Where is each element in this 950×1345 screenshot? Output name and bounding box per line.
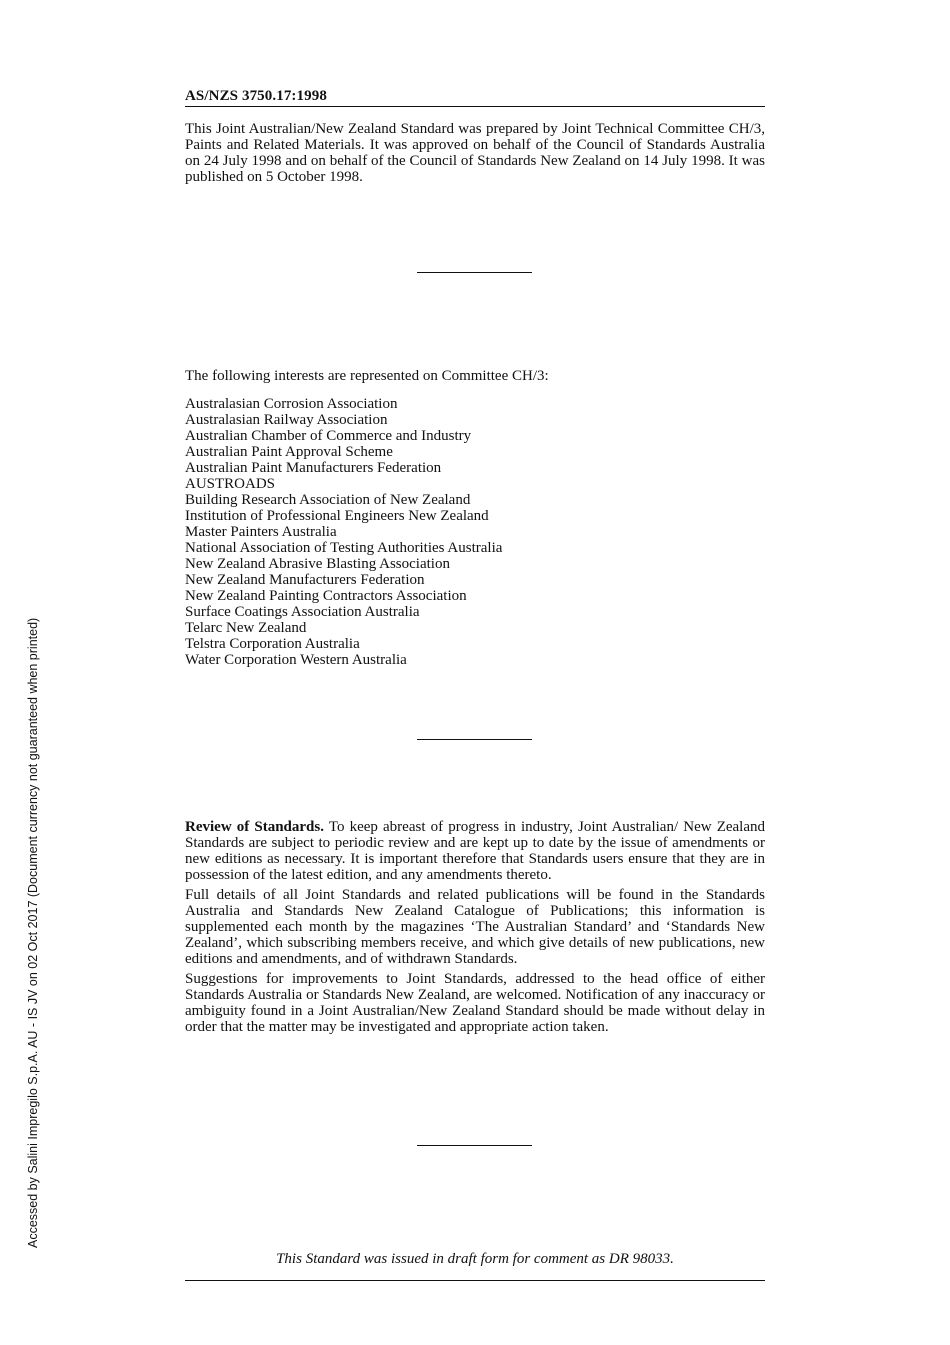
list-item: Australian Paint Manufacturers Federation: [185, 460, 442, 476]
review-paragraph-3: Suggestions for improvements to Joint Standards, addressed to the head office of either Standards Australia or Standards New Zealand, are welcomed. Notification of any inaccuracy or ambiguity found in a Joint Australian/New Zealand Standard should be made without delay in order that the matter may be investigated and appropriate action taken.: [185, 971, 765, 1035]
access-watermark: Accessed by Salini Impregilo S.p.A. AU - IS JV on 02 Oct 2017 (Document currency not guaranteed when printed): [26, 617, 40, 1248]
section-divider: [417, 739, 532, 740]
interests-lead: The following interests are represented on Committee CH/3:: [185, 368, 549, 384]
section-divider: [417, 1145, 532, 1146]
list-item: Master Painters Australia: [185, 524, 337, 540]
review-paragraph-2: Full details of all Joint Standards and related publications will be found in the Standards Australia and Standards New Zealand Catalogue of Publications; this information is supplemented each month by the magazines ‘The Australian Standard’ and ‘Standards New Zealand’, which subscribing members receive, and which give details of new publications, new editions and amendments, and of withdrawn Standards.: [185, 887, 765, 967]
list-item: New Zealand Painting Contractors Association: [185, 588, 467, 604]
list-item: Surface Coatings Association Australia: [185, 604, 420, 620]
header-rule: [185, 106, 765, 107]
standard-code: AS/NZS 3750.17:1998: [185, 88, 327, 104]
list-item: Australian Paint Approval Scheme: [185, 444, 393, 460]
list-item: Australasian Corrosion Association: [185, 396, 398, 412]
review-heading: Review of Standards.: [185, 819, 324, 835]
list-item: Australian Chamber of Commerce and Industry: [185, 428, 472, 444]
list-item: Institution of Professional Engineers New Zealand: [185, 508, 489, 524]
list-item: Telstra Corporation Australia: [185, 636, 360, 652]
list-item: AUSTROADS: [185, 476, 276, 492]
footer-rule: [185, 1280, 765, 1281]
interests-list: [185, 396, 502, 668]
section-divider: [417, 272, 532, 273]
list-item: Building Research Association of New Zealand: [185, 492, 471, 508]
list-item: New Zealand Manufacturers Federation: [185, 572, 425, 588]
review-paragraph-1: [185, 819, 765, 883]
list-item: Australasian Railway Association: [185, 412, 388, 428]
draft-note: This Standard was issued in draft form for comment as DR 98033.: [276, 1251, 674, 1267]
review-text-1: To keep abreast of progress in industry, Joint Australian/ New Zealand Standards are subject to periodic review and are kept up to date by the issue of amendments or new editions as necessary. It is important therefore that Standards users ensure that they are in possession of the latest edition, and any amendments thereto.: [185, 819, 765, 883]
list-item: National Association of Testing Authorities Australia: [185, 540, 503, 556]
review-section: [185, 819, 765, 1039]
intro-paragraph: This Joint Australian/New Zealand Standard was prepared by Joint Technical Committee CH/3, Paints and Related Materials. It was approved on behalf of the Council of Standards Australia on 24 July 1998 and on behalf of the Council of Standards New Zealand on 14 July 1998. It was published on 5 October 1998.: [185, 121, 765, 185]
list-item: New Zealand Abrasive Blasting Association: [185, 556, 450, 572]
list-item: Water Corporation Western Australia: [185, 652, 407, 668]
list-item: Telarc New Zealand: [185, 620, 307, 636]
